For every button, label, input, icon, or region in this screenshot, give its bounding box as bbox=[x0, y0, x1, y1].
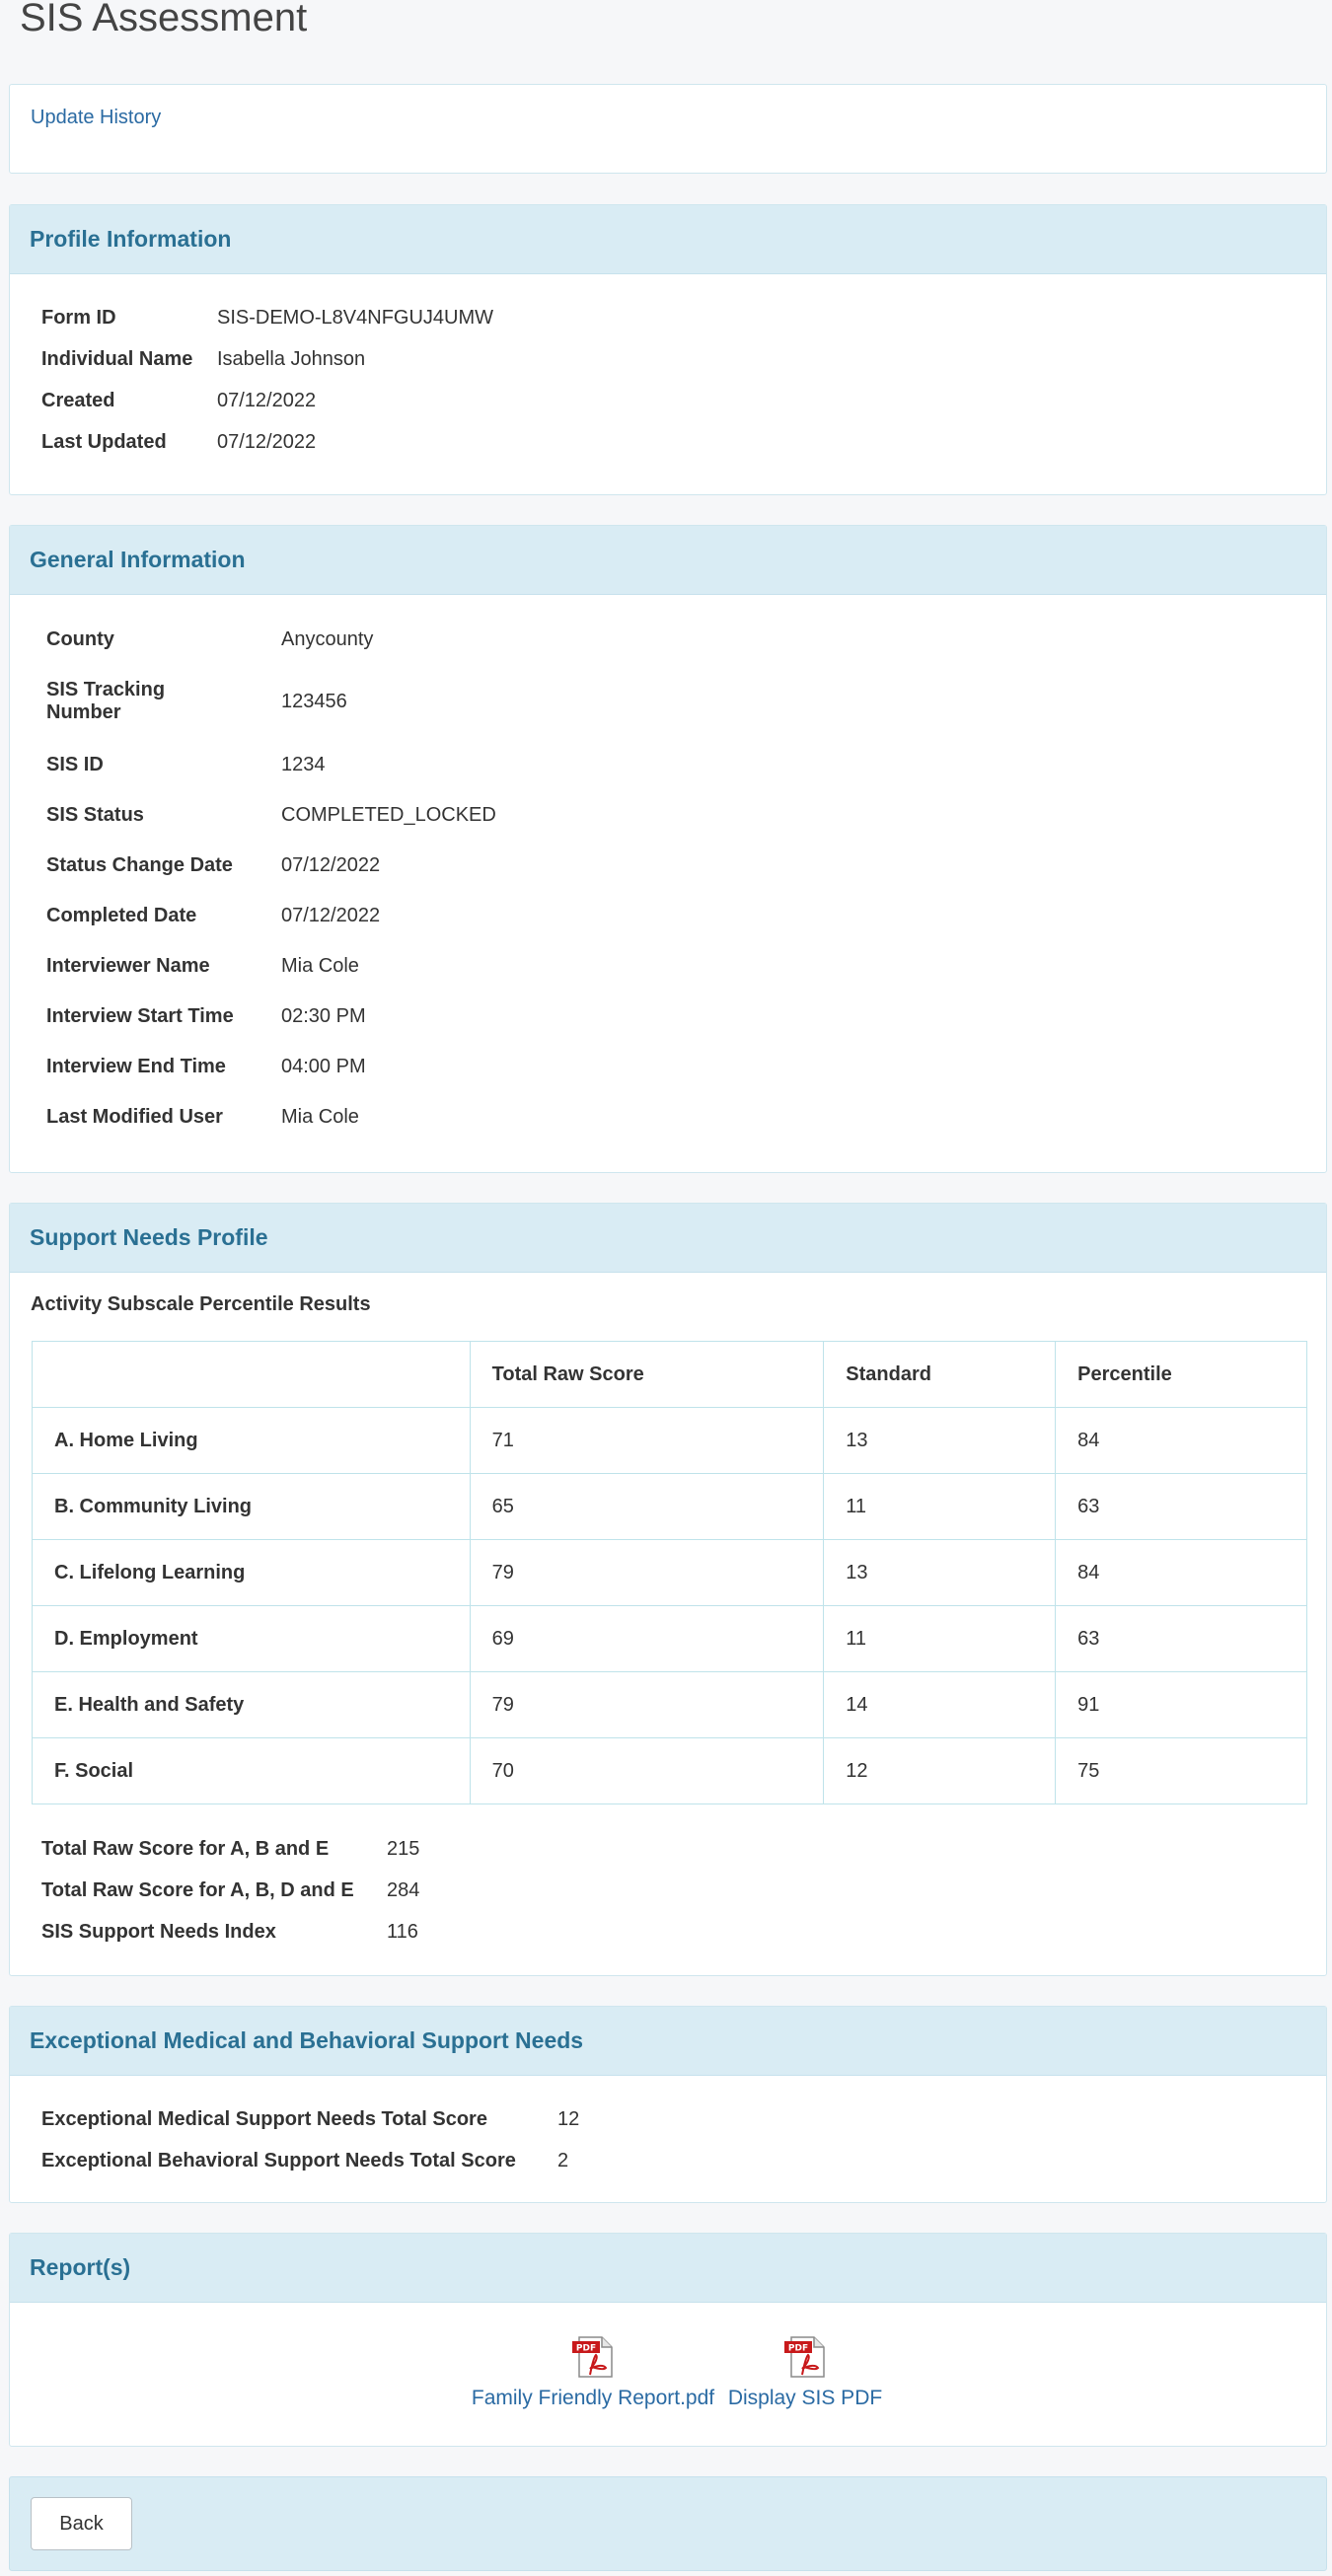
profile-row-last-updated bbox=[41, 431, 316, 454]
table-row bbox=[33, 1474, 1307, 1540]
field-label: Created bbox=[41, 390, 115, 411]
profile-row-form-id bbox=[41, 307, 493, 330]
subscale-name: A. Home Living bbox=[33, 1408, 471, 1474]
field-value: 07/12/2022 bbox=[281, 854, 381, 876]
update-history-panel bbox=[9, 84, 1327, 174]
total-raw-score-abde bbox=[41, 1879, 419, 1902]
profile-row-individual-name bbox=[41, 348, 365, 371]
raw-score-cell: 69 bbox=[470, 1606, 824, 1672]
field-label: Interviewer Name bbox=[46, 955, 210, 977]
family-friendly-report-link[interactable] bbox=[460, 2335, 726, 2410]
back-button[interactable]: Back bbox=[31, 2497, 132, 2550]
standard-score-cell: 13 bbox=[824, 1540, 1056, 1606]
support-needs-profile-heading bbox=[10, 1204, 1326, 1273]
pdf-icon bbox=[570, 2335, 616, 2379]
svg-text:PDF: PDF bbox=[787, 2343, 809, 2354]
standard-score-cell: 11 bbox=[824, 1474, 1056, 1540]
field-label: Individual Name bbox=[41, 348, 193, 370]
sis-support-needs-index bbox=[41, 1921, 418, 1944]
field-label: Total Raw Score for A, B, D and E bbox=[41, 1879, 354, 1901]
standard-score-cell: 13 bbox=[824, 1408, 1056, 1474]
field-label: Interview End Time bbox=[46, 1056, 226, 1077]
table-row bbox=[33, 1606, 1307, 1672]
field-value: Anycounty bbox=[281, 628, 374, 650]
field-value: SIS-DEMO-L8V4NFGUJ4UMW bbox=[217, 307, 494, 329]
page-title: SIS Assessment bbox=[20, 0, 308, 39]
field-value: Mia Cole bbox=[281, 1106, 359, 1128]
field-value: Mia Cole bbox=[281, 955, 359, 977]
raw-score-cell: 65 bbox=[470, 1474, 824, 1540]
table-row bbox=[33, 1738, 1307, 1804]
field-label: Last Modified User bbox=[46, 1106, 223, 1128]
subscale-name: F. Social bbox=[33, 1738, 471, 1804]
standard-score-cell: 11 bbox=[824, 1606, 1056, 1672]
general-row-interview-end-time bbox=[46, 1056, 366, 1078]
support-needs-profile-title: Support Needs Profile bbox=[30, 1224, 268, 1250]
table-header-row bbox=[33, 1342, 1307, 1408]
field-value: 215 bbox=[387, 1838, 420, 1860]
percentile-cell: 91 bbox=[1056, 1672, 1307, 1738]
report-link-label[interactable]: Family Friendly Report.pdf bbox=[471, 2387, 715, 2409]
field-label: Total Raw Score for A, B and E bbox=[41, 1838, 330, 1860]
field-label: County bbox=[46, 628, 114, 650]
field-label: Completed Date bbox=[46, 905, 197, 926]
activity-subscale-subtitle: Activity Subscale Percentile Results bbox=[31, 1293, 371, 1315]
support-needs-profile-panel bbox=[9, 1203, 1327, 1976]
general-row-sis-status bbox=[46, 804, 496, 827]
total-raw-score-abe bbox=[41, 1838, 419, 1861]
report-link-label[interactable]: Display SIS PDF bbox=[727, 2387, 883, 2409]
field-label: Interview Start Time bbox=[46, 1005, 234, 1027]
raw-score-cell: 71 bbox=[470, 1408, 824, 1474]
reports-panel bbox=[9, 2233, 1327, 2447]
general-row-interviewer-name bbox=[46, 955, 359, 978]
field-value: 2 bbox=[557, 2150, 569, 2171]
svg-text:PDF: PDF bbox=[575, 2343, 597, 2354]
percentile-cell: 63 bbox=[1056, 1606, 1307, 1672]
update-history-link[interactable]: Update History bbox=[31, 107, 162, 128]
field-label: SIS Status bbox=[46, 804, 144, 826]
percentile-cell: 84 bbox=[1056, 1408, 1307, 1474]
field-value: 123456 bbox=[281, 690, 347, 712]
percentile-cell: 84 bbox=[1056, 1540, 1307, 1606]
general-row-county bbox=[46, 628, 373, 651]
field-value: 04:00 PM bbox=[281, 1056, 366, 1077]
profile-information-title: Profile Information bbox=[30, 226, 232, 252]
profile-information-panel bbox=[9, 204, 1327, 495]
display-sis-pdf-link[interactable] bbox=[716, 2335, 894, 2410]
general-row-status-change-date bbox=[46, 854, 380, 877]
column-header: Percentile bbox=[1056, 1342, 1307, 1408]
reports-heading bbox=[10, 2234, 1326, 2303]
field-label: Form ID bbox=[41, 307, 116, 329]
pdf-icon bbox=[782, 2335, 828, 2379]
field-label: SIS Support Needs Index bbox=[41, 1921, 276, 1943]
footer-actions-panel bbox=[9, 2476, 1327, 2571]
field-value: 07/12/2022 bbox=[217, 390, 317, 411]
field-label: Exceptional Medical Support Needs Total Score bbox=[41, 2108, 487, 2130]
field-label: SIS ID bbox=[46, 754, 104, 775]
standard-score-cell: 12 bbox=[824, 1738, 1056, 1804]
field-label: Status Change Date bbox=[46, 854, 233, 876]
general-row-completed-date bbox=[46, 905, 380, 927]
field-value: 07/12/2022 bbox=[217, 431, 317, 453]
general-information-title: General Information bbox=[30, 547, 246, 572]
raw-score-cell: 79 bbox=[470, 1672, 824, 1738]
column-header: Total Raw Score bbox=[470, 1342, 824, 1408]
raw-score-cell: 70 bbox=[470, 1738, 824, 1804]
exceptional-support-needs-title: Exceptional Medical and Behavioral Support Needs bbox=[30, 2027, 584, 2053]
field-value: 12 bbox=[557, 2108, 580, 2130]
column-header bbox=[33, 1342, 471, 1408]
percentile-cell: 63 bbox=[1056, 1474, 1307, 1540]
general-row-interview-start-time bbox=[46, 1005, 366, 1028]
percentile-cell: 75 bbox=[1056, 1738, 1307, 1804]
profile-information-heading bbox=[10, 205, 1326, 274]
standard-score-cell: 14 bbox=[824, 1672, 1056, 1738]
exceptional-support-needs-heading bbox=[10, 2007, 1326, 2076]
field-value: COMPLETED_LOCKED bbox=[281, 804, 496, 826]
general-information-heading bbox=[10, 526, 1326, 595]
field-value: 116 bbox=[387, 1921, 418, 1943]
general-row-sis-tracking-number bbox=[46, 679, 347, 724]
column-header: Standard bbox=[824, 1342, 1056, 1408]
field-value: 02:30 PM bbox=[281, 1005, 366, 1027]
general-row-sis-id bbox=[46, 754, 326, 776]
general-information-panel bbox=[9, 525, 1327, 1173]
exceptional-support-needs-panel bbox=[9, 2006, 1327, 2203]
field-label: SIS Tracking Number bbox=[46, 679, 166, 723]
table-row bbox=[33, 1540, 1307, 1606]
subscale-name: E. Health and Safety bbox=[33, 1672, 471, 1738]
field-value: 1234 bbox=[281, 754, 326, 775]
subscale-name: D. Employment bbox=[33, 1606, 471, 1672]
activity-subscale-table bbox=[32, 1341, 1307, 1804]
exceptional-medical-score bbox=[41, 2108, 579, 2131]
field-label: Exceptional Behavioral Support Needs Total Score bbox=[41, 2150, 516, 2171]
field-value: 284 bbox=[387, 1879, 420, 1901]
profile-row-created bbox=[41, 390, 316, 412]
exceptional-behavioral-score bbox=[41, 2150, 568, 2172]
field-label: Last Updated bbox=[41, 431, 167, 453]
table-row bbox=[33, 1408, 1307, 1474]
reports-title: Report(s) bbox=[30, 2254, 131, 2280]
raw-score-cell: 79 bbox=[470, 1540, 824, 1606]
field-value: 07/12/2022 bbox=[281, 905, 381, 926]
table-row bbox=[33, 1672, 1307, 1738]
general-row-last-modified-user bbox=[46, 1106, 359, 1129]
subscale-name: B. Community Living bbox=[33, 1474, 471, 1540]
field-value: Isabella Johnson bbox=[217, 348, 366, 370]
subscale-name: C. Lifelong Learning bbox=[33, 1540, 471, 1606]
